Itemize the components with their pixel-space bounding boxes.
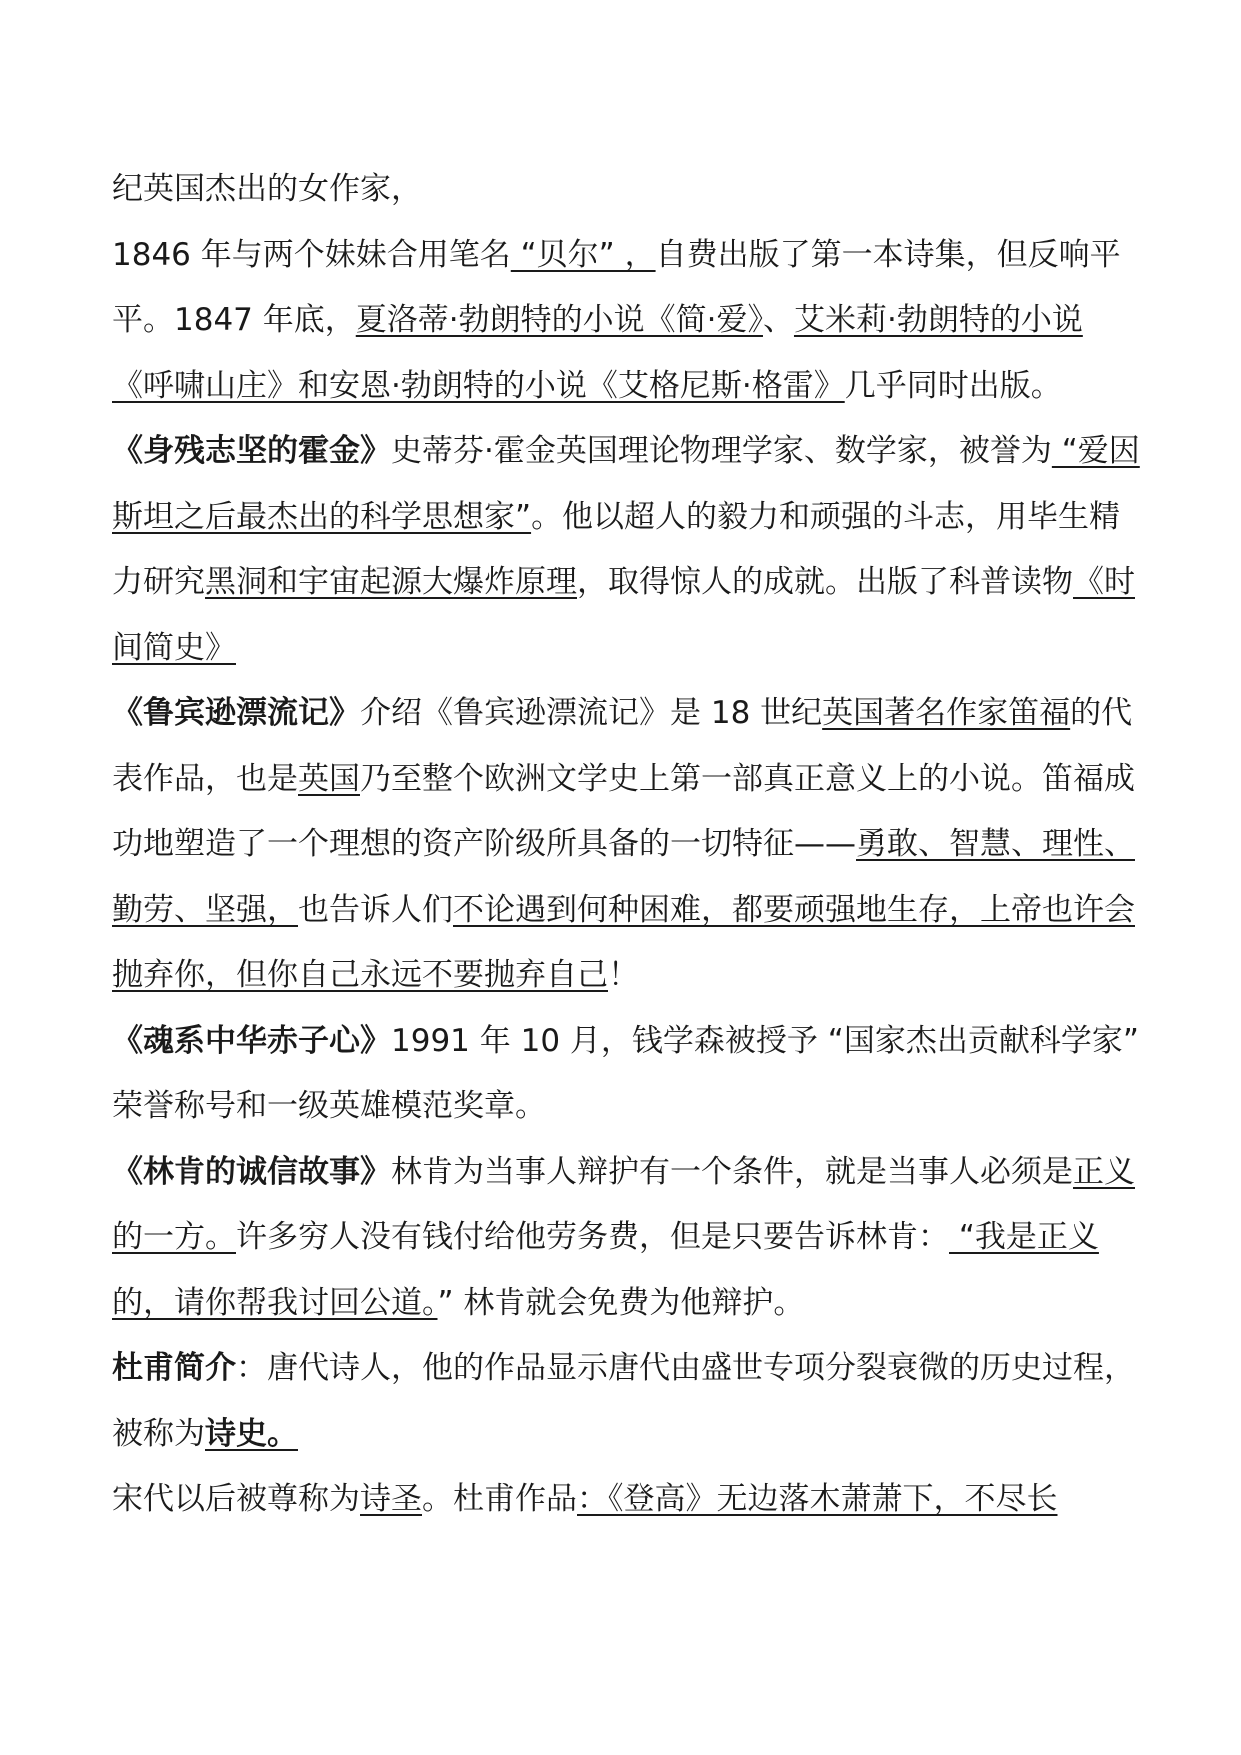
section-title: 杜甫简介 <box>112 1350 236 1386</box>
text-run: 宋代以后被尊称为 <box>112 1481 360 1517</box>
paragraph-dufu-works <box>112 1467 1141 1533</box>
paragraph-bronte <box>112 223 1141 420</box>
underlined-text: 英国著名作家笛福 <box>822 695 1071 731</box>
text-run: 也告诉人们 <box>298 891 453 928</box>
text-run: 许多穷人没有钱付给他劳务费，但是只要告诉林肯： <box>236 1219 949 1255</box>
text-run: 乃至整个欧洲文学史上第一部真正意义上的小说。笛福成功地塑造了一个理想的资产阶级所具备的一切特征—— <box>112 760 1135 862</box>
paragraph-dufu-intro <box>112 1336 1141 1467</box>
text-run: 林肯为当事人辩护有一个条件，就是当事人必须是 <box>391 1153 1073 1190</box>
underlined-text: 诗圣 <box>360 1481 422 1517</box>
section-title: 《身残志坚的霍金》 <box>112 433 391 469</box>
paragraph-lincoln <box>112 1140 1141 1337</box>
paragraph-crusoe <box>112 681 1141 1009</box>
text-run: 的代表作品，也是 <box>112 695 1133 797</box>
section-title: 《魂系中华赤子心》 <box>112 1022 391 1059</box>
text-run: ” 林肯就会免费为他辩护。 <box>437 1284 805 1321</box>
paragraph-qian <box>112 1009 1141 1140</box>
underlined-text: 英国 <box>298 760 360 797</box>
text-run: ，取得惊人的成就。出版了科普读物 <box>577 564 1073 600</box>
text-run: 史蒂芬·霍金英国理论物理学家、数学家，被誉为 <box>391 433 1052 469</box>
text-run: 几乎同时出版。 <box>844 367 1062 404</box>
underlined-text: 正义的一方。 <box>112 1153 1135 1255</box>
paragraph-hawking <box>112 419 1141 681</box>
text-run: 1991 年 10 月，钱学森被授予 “国家杰出贡献科学家” 荣誉称号和一级英雄模范奖章。 <box>112 1022 1139 1124</box>
text-run: 、 <box>762 302 794 338</box>
underlined-text: 勇敢、智慧、理性、勤劳、坚强， <box>112 826 1135 928</box>
text-run: 。杜甫作品 <box>422 1481 577 1517</box>
text-run: ！ <box>608 957 639 993</box>
section-title: 《鲁宾逊漂流记》 <box>112 695 360 731</box>
paragraph-intro <box>112 157 1141 223</box>
underlined-text: 艾米莉·勃朗特的小说《呼啸山庄》和安恩·勃朗特的小说《艾格尼斯·格雷》 <box>112 302 1083 404</box>
underlined-text: “贝尔” ， <box>510 236 656 273</box>
underlined-bold-text: 诗史。 <box>205 1415 298 1452</box>
text-run: 自费出版了第一本诗集，但反响平平。1847 年底， <box>112 236 1121 338</box>
underlined-text: 《时间简史》 <box>112 564 1135 666</box>
underlined-text: “爱因斯坦之后最杰出的科学思想家” <box>112 433 1140 535</box>
text-run: 。他以超人的毅力和顽强的斗志，用毕生精力研究 <box>112 498 1121 600</box>
text-run: ：唐代诗人，他的作品显示唐代由盛世专项分裂衰微的历史过程，被称为 <box>112 1350 1135 1452</box>
section-title: 《林肯的诚信故事》 <box>112 1153 391 1190</box>
underlined-text: 夏洛蒂·勃朗特的小说《简·爱》 <box>355 302 763 338</box>
underlined-text: ：《登高》无边落木萧萧下，不尽长 <box>577 1481 1058 1517</box>
text-run: 介绍《鲁宾逊漂流记》是 18 世纪 <box>360 695 823 731</box>
text-run: 1846 年与两个妹妹合用笔名 <box>112 236 511 273</box>
underlined-text: 不论遇到何种困难，都要顽强地生存，上帝也许会抛弃你，但你自己永远不要抛弃自己 <box>112 891 1135 993</box>
underlined-text: 黑洞和宇宙起源大爆炸原理 <box>205 564 577 600</box>
text-run: 纪英国杰出的女作家， <box>112 171 422 207</box>
underlined-text: “我是正义的，请你帮我讨回公道。 <box>112 1219 1099 1321</box>
